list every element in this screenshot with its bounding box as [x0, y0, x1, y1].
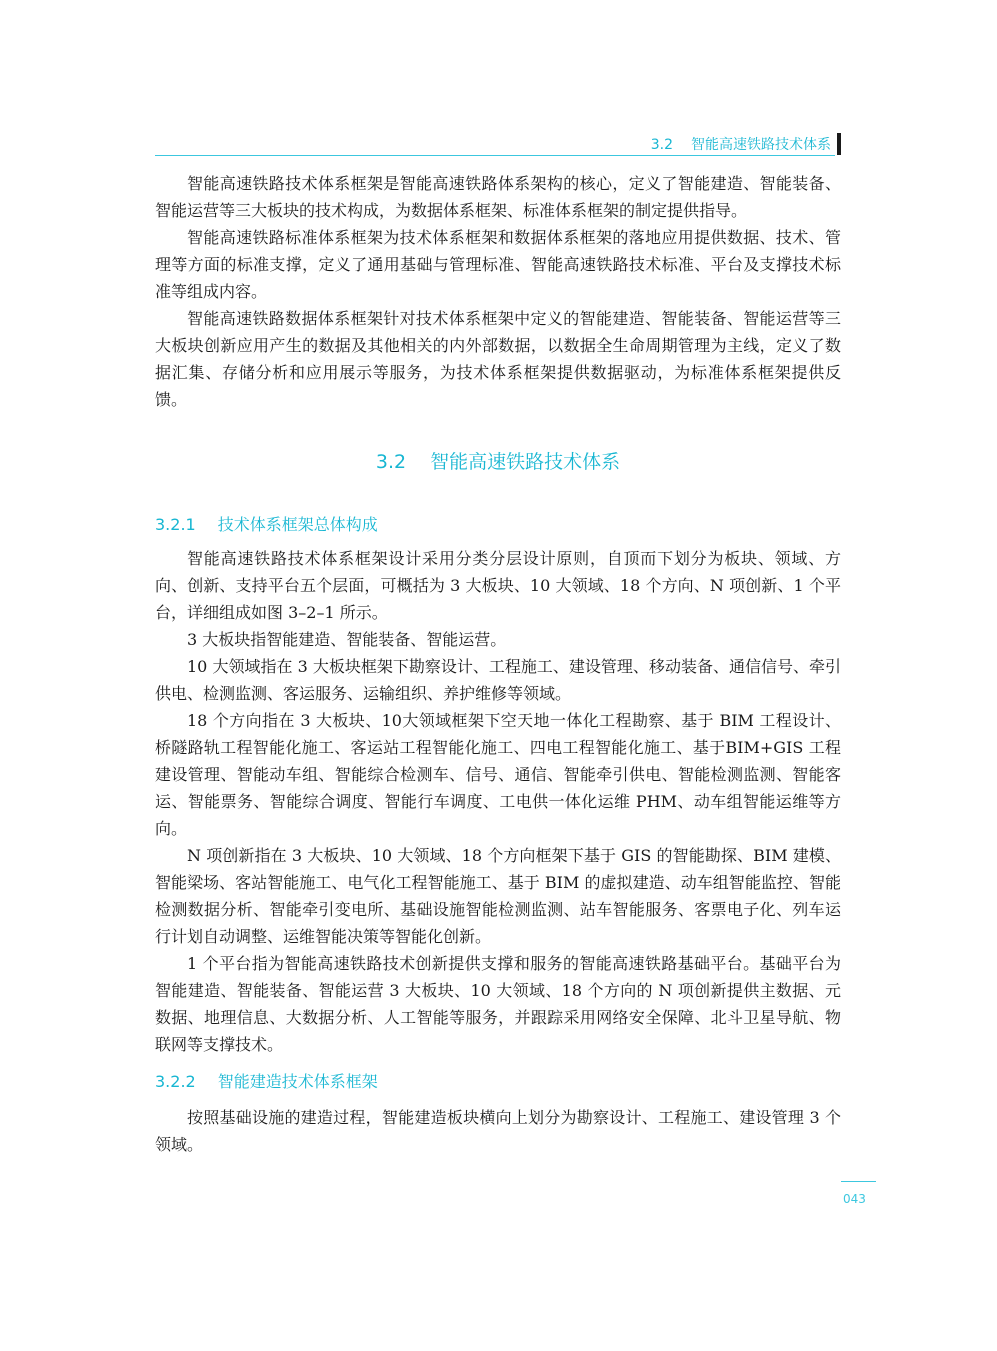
intro-paragraph-2: 智能高速铁路标准体系框架为技术体系框架和数据体系框架的落地应用提供数据、技术、管理等方面的标准支撑，定义了通用基础与管理标准、智能高速铁路技术标准、平台及支撑技术标准等组成内容。: [155, 228, 841, 301]
running-head-text: [651, 134, 831, 154]
page-content: [155, 170, 841, 1158]
subsection-1-number: 3.2.1: [155, 515, 196, 534]
intro-paragraph-1: 智能高速铁路技术体系框架是智能高速铁路体系架构的核心，定义了智能建造、智能装备、智能运营等三大板块的技术构成，为数据体系框架、标准体系框架的制定提供指导。: [155, 174, 841, 220]
running-head-number: 3.2: [650, 137, 673, 153]
body-paragraph-5: N 项创新指在 3 大板块、10 大领域、18 个方向框架下基于 GIS 的智能勘探、BIM 建模、智能梁场、客站智能施工、电气化工程智能施工、基于 BIM 的虚拟建造、动车组智能监控、智能检测数据分析、智能牵引变电所、基础设施智能检测监测、站车智能服务、客票电子化、列车运行计划自动调整、运维智能决策等智能化创新。: [155, 846, 841, 946]
section-number: 3.2: [375, 451, 407, 473]
body-paragraph-2: 3 大板块指智能建造、智能装备、智能运营。: [187, 630, 507, 649]
subsection-2-title: 智能建造技术体系框架: [217, 1072, 378, 1091]
running-head-title: 智能高速铁路技术体系: [691, 137, 831, 153]
body-paragraph-4: 18 个方向指在 3 大板块、10大领域框架下空天地一体化工程勘察、基于 BIM 工程设计、桥隧路轨工程智能化施工、客运站工程智能化施工、四电工程智能化施工、基于BIM+GIS 工程建设管理、智能动车组、智能综合检测车、信号、通信、智能牵引供电、智能检测监测、智能客运、智能票务、智能综合调度、智能行车调度、工电供一体化运维 PHM、动车组智能运维等方向。: [155, 711, 841, 838]
body-paragraph-6: 1 个平台指为智能高速铁路技术创新提供支撑和服务的智能高速铁路基础平台。基础平台为智能建造、智能装备、智能运营 3 大板块、10 大领域、18 个方向的 N 项创新提供主数据、元数据、地理信息、大数据分析、人工智能等服务，并跟踪采用网络安全保障、北斗卫星导航、物联网等支撑技术。: [155, 954, 841, 1054]
subsection-heading-1: [155, 513, 841, 537]
intro-paragraph-3: 智能高速铁路数据体系框架针对技术体系框架中定义的智能建造、智能装备、智能运营等三大板块创新应用产生的数据及其他相关的内外部数据，以数据全生命周期管理为主线，定义了数据汇集、存储分析和应用展示等服务，为技术体系框架提供数据驱动，为标准体系框架提供反馈。: [155, 309, 841, 409]
section-heading: [155, 447, 841, 477]
running-head-bar: [837, 133, 841, 155]
subsection-heading-2: [155, 1070, 841, 1094]
subsection-2-number: 3.2.2: [155, 1072, 196, 1091]
section-title: 智能高速铁路技术体系: [430, 451, 621, 473]
body-paragraph-3: 10 大领域指在 3 大板块框架下勘察设计、工程施工、建设管理、移动装备、通信信号、牵引供电、检测监测、客运服务、运输组织、养护维修等领域。: [155, 657, 841, 703]
body-paragraph-7: 按照基础设施的建造过程，智能建造板块横向上划分为勘察设计、工程施工、建设管理 3 个领域。: [155, 1108, 841, 1154]
running-head: [155, 133, 835, 156]
page-number-rule: [841, 1181, 876, 1182]
subsection-1-title: 技术体系框架总体构成: [217, 515, 378, 534]
page-number: 043: [843, 1192, 866, 1206]
body-paragraph-1: 智能高速铁路技术体系框架设计采用分类分层设计原则，自顶而下划分为板块、领域、方向、创新、支持平台五个层面，可概括为 3 大板块、10 大领域、18 个方向、N 项创新、1 个平台，详细组成如图 3–2–1 所示。: [155, 549, 841, 622]
